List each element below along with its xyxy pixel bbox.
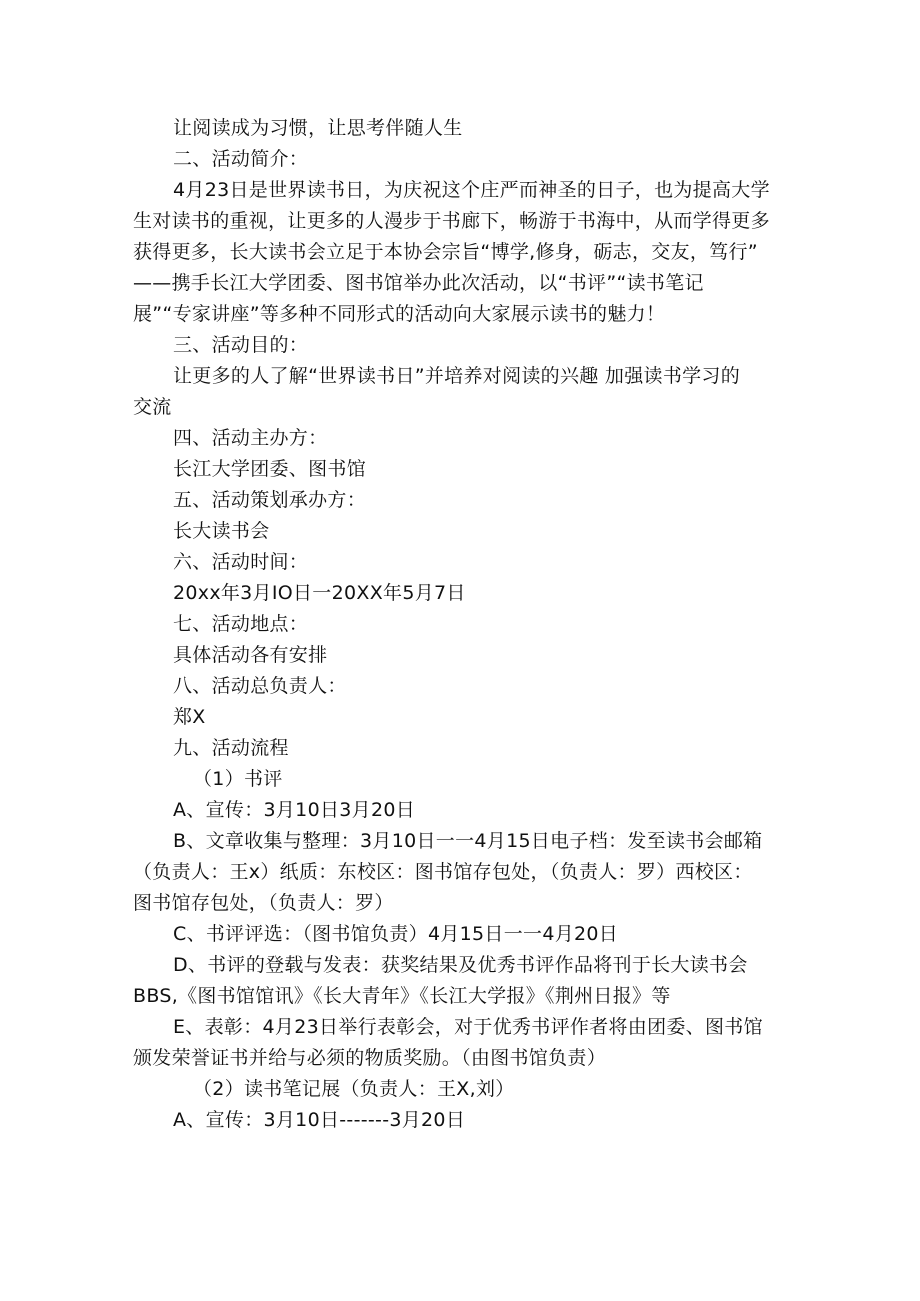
- section-heading-purpose: 三、活动目的：: [173, 334, 309, 356]
- intro-paragraph-line: 展”“专家讲座”等多种不同形式的活动向大家展示读书的魅力！: [133, 303, 666, 325]
- section-heading-process: 九、活动流程: [173, 737, 289, 759]
- section-heading-host: 四、活动主办方：: [173, 427, 328, 449]
- review-item-c: C、书评评选：（图书馆负责）4月15日一一4月20日: [173, 923, 619, 945]
- section-heading-location: 七、活动地点：: [173, 613, 309, 635]
- intro-paragraph-line: 4月23日是世界读书日，为庆祝这个庄严而神圣的日子，也为提高大学: [173, 179, 770, 201]
- review-item-b: B、文章收集与整理：3月10日一一4月15日电子档：发至读书会邮箱: [173, 830, 763, 852]
- host-value: 长江大学团委、图书馆: [173, 458, 367, 480]
- review-item-a: A、宣传：3月10日3月20日: [173, 799, 416, 821]
- review-item-b-cont: 图书馆存包处，（负责人：罗）: [133, 892, 394, 914]
- review-item-b-cont: （负责人：王x）纸质：东校区：图书馆存包处，（负责人：罗）西校区：: [133, 861, 753, 883]
- review-item-d: D、书评的登载与发表：获奖结果及优秀书评作品将刊于长大读书会: [173, 954, 748, 976]
- intro-paragraph-line: 生对读书的重视，让更多的人漫步于书廊下，畅游于书海中，从而学得更多: [133, 210, 770, 232]
- location-value: 具体活动各有安排: [173, 644, 328, 666]
- process-notes-exhibition-title: （2）读书笔记展（负责人：王X,刘）: [193, 1078, 515, 1100]
- purpose-paragraph-line: 交流: [133, 396, 172, 418]
- section-heading-intro: 二、活动简介：: [173, 148, 309, 170]
- process-book-review-title: （1）书评: [193, 768, 283, 790]
- leader-value: 郑X: [173, 706, 206, 728]
- organizer-value: 长大读书会: [173, 520, 270, 542]
- slogan: 让阅读成为习惯，让思考伴随人生: [173, 117, 463, 139]
- section-heading-organizer: 五、活动策划承办方：: [173, 489, 367, 511]
- section-heading-leader: 八、活动总负责人：: [173, 675, 347, 697]
- notes-item-a: A、宣传：3月10日-------3月20日: [173, 1109, 466, 1131]
- section-heading-time: 六、活动时间：: [173, 551, 309, 573]
- review-item-d-cont: BBS,《图书馆馆讯》《长大青年》《长江大学报》《荆州日报》等: [133, 985, 671, 1007]
- intro-paragraph-line: ——携手长江大学团委、图书馆举办此次活动，以“书评”“读书笔记: [133, 272, 704, 294]
- review-item-e-cont: 颁发荣誉证书并给与必须的物质奖励。（由图书馆负责）: [133, 1047, 607, 1069]
- document-body: [133, 113, 793, 1136]
- time-value: 20xx年3月IO日一20XX年5月7日: [173, 582, 466, 604]
- review-item-e: E、表彰：4月23日举行表彰会，对于优秀书评作者将由团委、图书馆: [173, 1016, 763, 1038]
- intro-paragraph-line: 获得更多，长大读书会立足于本协会宗旨“博学,修身，砺志，交友，笃行”: [133, 241, 758, 263]
- purpose-paragraph-line: 让更多的人了解“世界读书日”并培养对阅读的兴趣 加强读书学习的: [173, 365, 741, 387]
